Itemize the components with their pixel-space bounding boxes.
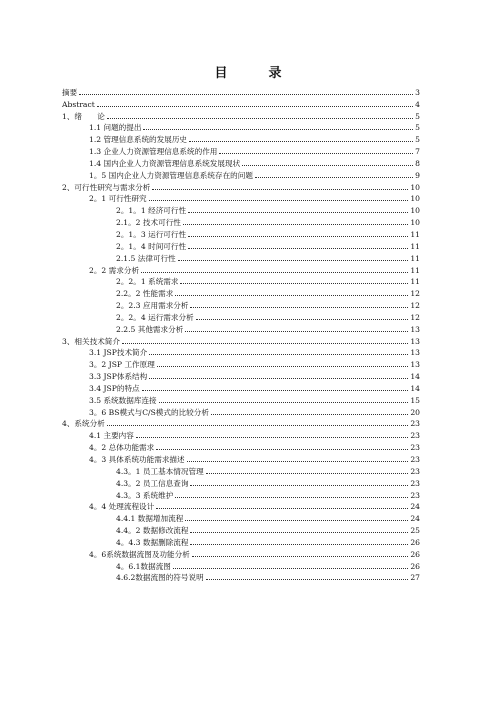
dot-leader [136, 437, 408, 438]
toc-entry-label: 3。6 BS模式与C/S模式的比较分析 [89, 407, 209, 417]
dot-leader [255, 177, 413, 178]
toc-entry-page-number: 13 [410, 360, 420, 370]
dot-leader [187, 461, 409, 462]
dot-leader [183, 224, 408, 225]
toc-entry-page-number: 14 [410, 383, 420, 393]
toc-entry-page-number: 3 [415, 87, 420, 97]
dot-leader [178, 260, 409, 261]
toc-entry-label: 2。1。1 经济可行性 [116, 206, 187, 216]
toc-entry-page-number: 5 [415, 123, 420, 133]
toc-entry-page-number: 7 [415, 147, 420, 157]
toc-entry[interactable] [62, 227, 420, 239]
toc-entry[interactable] [62, 381, 420, 393]
toc-entry-label: 3、相关技术简介 [62, 336, 120, 346]
toc-entry-page-number: 5 [415, 111, 420, 121]
toc-entry-page-number: 13 [410, 348, 420, 358]
toc-entry-label: 2。2.3 应用需求分析 [116, 301, 189, 311]
dot-leader [149, 354, 408, 355]
dot-leader [242, 165, 413, 166]
toc-entry[interactable] [62, 310, 420, 322]
toc-entry-label: 3.1 JSP技术简介 [89, 348, 148, 358]
dot-leader [188, 236, 408, 237]
toc-entry[interactable] [62, 511, 420, 523]
toc-entry-page-number: 12 [410, 301, 420, 311]
toc-entry-page-number: 27 [410, 573, 420, 583]
toc-entry[interactable] [62, 322, 420, 334]
toc-entry[interactable] [62, 346, 420, 358]
toc-entry-page-number: 11 [410, 253, 420, 263]
toc-entry-page-number: 23 [410, 478, 420, 488]
toc-entry[interactable] [62, 369, 420, 381]
dot-leader [206, 473, 409, 474]
toc-entry-label: 1.1 问题的提出 [89, 123, 142, 133]
dot-leader [79, 94, 413, 95]
dot-leader [206, 579, 409, 580]
toc-entry-page-number: 26 [410, 561, 420, 571]
toc-entry-page-number: 11 [410, 277, 420, 287]
toc-entry-label: 2。1。3 运行可行性 [116, 229, 187, 239]
toc-entry[interactable] [62, 144, 420, 156]
toc-entry-label: 4。2 总体功能需求 [89, 443, 155, 453]
dot-leader [188, 212, 408, 213]
toc-entry[interactable] [62, 192, 420, 204]
toc-entry[interactable] [62, 168, 420, 180]
toc-entry-label: 4。4.3 数据删除流程 [116, 537, 189, 547]
toc-entry-page-number: 5 [415, 135, 420, 145]
toc-entry-page-number: 26 [410, 537, 420, 547]
toc-entry-page-number: 24 [410, 502, 420, 512]
toc-entry-label: 1.3 企业人力资源管理信息系统的作用 [89, 147, 218, 157]
toc-entry-page-number: 23 [410, 466, 420, 476]
toc-entry-label: 4。6系统数据流图及功能分析 [89, 549, 190, 559]
toc-entry[interactable] [62, 571, 420, 583]
toc-entry-label: 4.3。2 员工信息查询 [116, 478, 189, 488]
toc-entry-page-number: 23 [410, 490, 420, 500]
toc-entry[interactable] [62, 156, 420, 168]
dot-leader [190, 485, 408, 486]
dot-leader [156, 508, 408, 509]
dot-leader [190, 307, 408, 308]
toc-entry-label: 2、可行性研究与需求分析 [62, 182, 151, 192]
toc-entry[interactable] [62, 203, 420, 215]
toc-entry[interactable] [62, 452, 420, 464]
table-of-contents [62, 85, 420, 582]
toc-entry-page-number: 4 [415, 99, 420, 109]
toc-entry-page-number: 23 [410, 419, 420, 429]
toc-entry[interactable] [62, 357, 420, 369]
toc-entry[interactable] [62, 180, 420, 192]
toc-entry-label: 4.4。2 数据修改流程 [116, 526, 189, 536]
dot-leader [157, 366, 409, 367]
toc-entry-label: 摘要 [62, 87, 78, 97]
toc-entry-page-number: 12 [410, 289, 420, 299]
toc-entry-label: 2。2 需求分析 [89, 265, 140, 275]
toc-entry-label: 3.3 JSP体系结构 [89, 372, 148, 382]
dot-leader [173, 568, 408, 569]
toc-entry[interactable] [62, 393, 420, 405]
toc-entry-label: 2。1。4 时间可行性 [116, 241, 187, 251]
toc-entry-label: 2.2。2 性能需求 [116, 289, 174, 299]
dot-leader [185, 520, 408, 521]
toc-entry-label: 4.4.1 数据增加流程 [116, 514, 184, 524]
toc-entry[interactable] [62, 405, 420, 417]
toc-entry[interactable] [62, 523, 420, 535]
toc-entry-page-number: 23 [410, 443, 420, 453]
toc-entry-label: 3。2 JSP 工作原理 [89, 360, 155, 370]
toc-entry-page-number: 15 [410, 395, 420, 405]
dot-leader [192, 556, 409, 557]
dot-leader [159, 402, 409, 403]
dot-leader [141, 272, 408, 273]
dot-leader [107, 118, 413, 119]
dot-leader [149, 200, 409, 201]
toc-entry-page-number: 20 [410, 407, 420, 417]
toc-entry-page-number: 10 [410, 194, 420, 204]
toc-entry[interactable] [62, 121, 420, 133]
toc-entry-label: 2.1。2 技术可行性 [116, 218, 181, 228]
toc-entry-label: 1、绪 论 [62, 111, 105, 121]
toc-entry-label: 1。5 国内企业人力资源管理信息系统存在的问题 [89, 170, 253, 180]
toc-entry-page-number: 12 [410, 312, 420, 322]
dot-leader [156, 449, 408, 450]
toc-entry-page-number: 8 [415, 158, 420, 168]
toc-entry-label: 2.1.5 法律可行性 [116, 253, 176, 263]
toc-entry-label: 4。3 具体系统功能需求描述 [89, 455, 185, 464]
toc-entry-page-number: 25 [410, 526, 420, 536]
dot-leader [97, 106, 413, 107]
toc-entry[interactable] [62, 547, 420, 559]
dot-leader [149, 378, 408, 379]
toc-entry-label: 2。2。4 运行需求分析 [116, 312, 194, 322]
toc-entry[interactable] [62, 464, 420, 476]
dot-leader [189, 141, 413, 142]
toc-entry-label: Abstract [62, 99, 95, 109]
dot-leader [143, 129, 413, 130]
dot-leader [211, 414, 408, 415]
toc-entry-page-number: 24 [410, 514, 420, 524]
toc-entry[interactable] [62, 334, 420, 346]
toc-entry-label: 3.4 JSP的特点 [89, 383, 140, 393]
toc-entry[interactable] [62, 275, 420, 287]
toc-entry-label: 1.2 管理信息系统的发展历史 [89, 135, 188, 145]
dot-leader [175, 497, 408, 498]
toc-entry[interactable] [62, 488, 420, 500]
toc-title: 目 录 [214, 66, 296, 81]
toc-entry[interactable] [62, 97, 420, 109]
dot-leader [185, 331, 408, 332]
toc-entry[interactable] [62, 428, 420, 440]
toc-entry-page-number: 23 [410, 455, 420, 464]
toc-entry-label: 4。4 处理流程设计 [89, 502, 155, 512]
toc-entry[interactable] [62, 535, 420, 547]
toc-entry-page-number: 10 [410, 206, 420, 216]
dot-leader [107, 425, 409, 426]
toc-entry-label: 4。6.1数据流图 [116, 561, 171, 571]
dot-leader [180, 283, 408, 284]
toc-entry[interactable] [62, 215, 420, 227]
toc-entry-label: 4.3。1 员工基本情况管理 [116, 466, 204, 476]
dot-leader [196, 319, 409, 320]
toc-entry[interactable] [62, 239, 420, 251]
toc-entry-page-number: 10 [410, 182, 420, 192]
dot-leader [190, 532, 408, 533]
toc-entry[interactable] [62, 286, 420, 298]
toc-entry[interactable] [62, 132, 420, 144]
toc-entry-label: 4.6.2数据流图的符号说明 [116, 573, 204, 583]
dot-leader [188, 248, 408, 249]
toc-entry-label: 1.4 国内企业人力资源管理信息系统发展现状 [89, 158, 241, 168]
dot-leader [219, 153, 413, 154]
toc-entry[interactable] [62, 298, 420, 310]
toc-entry[interactable] [62, 500, 420, 512]
toc-entry[interactable] [62, 85, 420, 97]
toc-entry[interactable] [62, 559, 420, 571]
toc-entry-label: 4、系统分析 [62, 419, 105, 429]
toc-entry-page-number: 13 [410, 324, 420, 334]
dot-leader [175, 295, 408, 296]
toc-entry-page-number: 11 [410, 265, 420, 275]
toc-entry-page-number: 11 [410, 229, 420, 239]
toc-entry[interactable] [62, 109, 420, 121]
dot-leader [142, 390, 409, 391]
toc-entry[interactable] [62, 263, 420, 275]
toc-entry-page-number: 23 [410, 431, 420, 441]
toc-entry-page-number: 9 [415, 170, 420, 180]
dot-leader [122, 343, 408, 344]
toc-entry[interactable] [62, 440, 420, 452]
toc-entry[interactable] [62, 417, 420, 429]
toc-entry-page-number: 10 [410, 218, 420, 228]
toc-entry-page-number: 26 [410, 549, 420, 559]
toc-entry-label: 4.3。3 系统维护 [116, 490, 174, 500]
toc-entry[interactable] [62, 251, 420, 263]
toc-entry-page-number: 11 [410, 241, 420, 251]
toc-entry-label: 4.1 主要内容 [89, 431, 134, 441]
dot-leader [152, 189, 408, 190]
toc-entry[interactable] [62, 476, 420, 488]
toc-entry-label: 2。1 可行性研究 [89, 194, 147, 204]
toc-entry-page-number: 14 [410, 372, 420, 382]
dot-leader [190, 544, 408, 545]
toc-entry-label: 2.2.5 其他需求分析 [116, 324, 184, 334]
toc-entry-label: 2。2。1 系统需求 [116, 277, 179, 287]
toc-entry-label: 3.5 系统数据库连接 [89, 395, 157, 405]
toc-entry-page-number: 13 [410, 336, 420, 346]
